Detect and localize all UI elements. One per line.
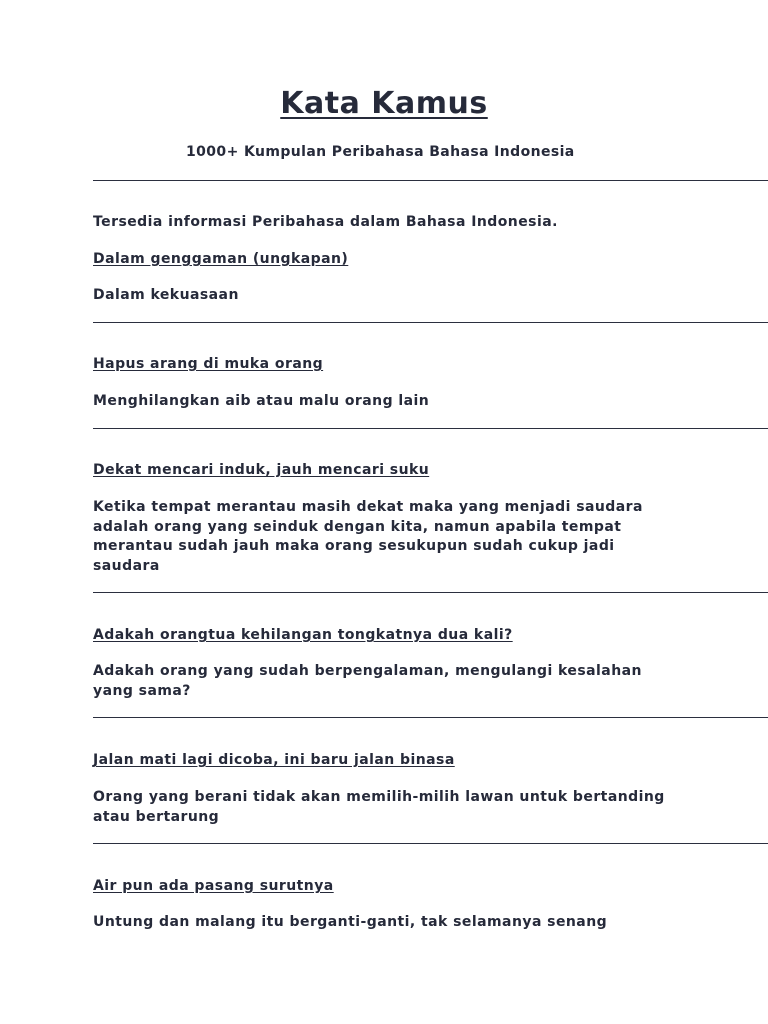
- entry-meaning: Orang yang berani tidak akan memilih-milih lawan untuk bertanding atau bertarung: [93, 789, 665, 825]
- entry-heading-link[interactable]: Jalan mati lagi dicoba, ini baru jalan binasa: [93, 752, 455, 768]
- divider: [93, 717, 768, 718]
- entry-meaning: Adakah orang yang sudah berpengalaman, mengulangi kesalahan yang sama?: [93, 663, 642, 699]
- page-subtitle: 1000+ Kumpulan Peribahasa Bahasa Indonesia: [186, 144, 575, 160]
- entry-meaning: Menghilangkan aib atau malu orang lain: [93, 393, 430, 409]
- entry-meaning: Ketika tempat merantau masih dekat maka yang menjadi saudara adalah orang yang seinduk dengan kita, namun apabila tempat merantau sudah jauh maka orang sesukupun sudah cukup jadi saudara: [93, 499, 643, 574]
- page-title: Kata Kamus: [280, 86, 488, 121]
- entry-heading-link[interactable]: Hapus arang di muka orang: [93, 356, 324, 372]
- entry-heading-link[interactable]: Dalam genggaman (ungkapan): [93, 251, 349, 267]
- entry-meaning: Untung dan malang itu berganti-ganti, tak selamanya senang: [93, 914, 608, 930]
- divider: [93, 180, 768, 181]
- entry-meaning: Dalam kekuasaan: [93, 287, 239, 303]
- entry-heading-link[interactable]: Air pun ada pasang surutnya: [93, 878, 334, 894]
- divider: [93, 843, 768, 844]
- entry-heading-link[interactable]: Adakah orangtua kehilangan tongkatnya dua kali?: [93, 627, 513, 643]
- divider: [93, 428, 768, 429]
- divider: [93, 322, 768, 323]
- intro-text: Tersedia informasi Peribahasa dalam Bahasa Indonesia.: [93, 214, 558, 230]
- entry-heading-link[interactable]: Dekat mencari induk, jauh mencari suku: [93, 462, 430, 478]
- divider: [93, 592, 768, 593]
